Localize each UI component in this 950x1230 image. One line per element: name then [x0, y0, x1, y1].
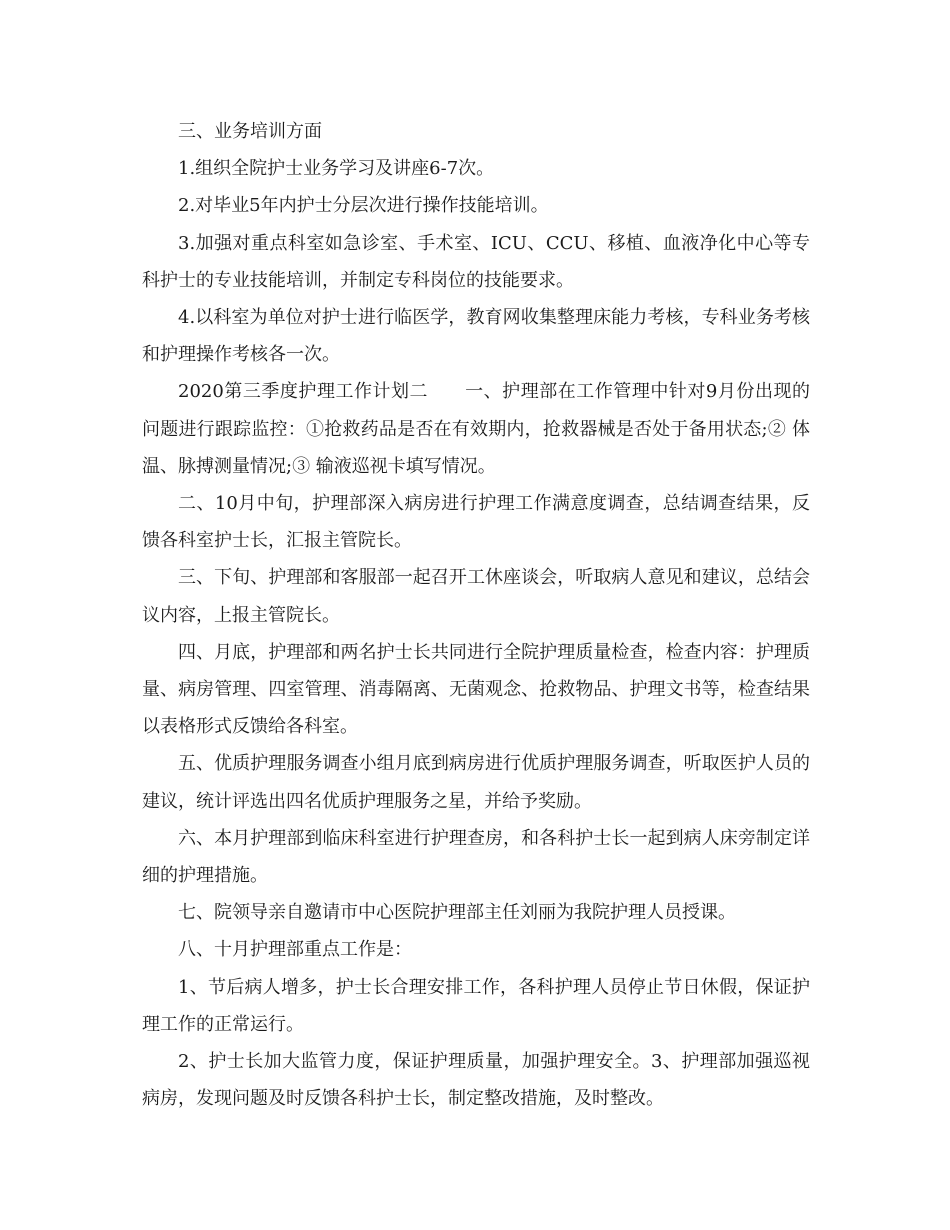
paragraph-plan-two-item-5: 五、优质护理服务调查小组月底到病房进行优质护理服务调查，听取医护人员的建议，统计评选出四名优质护理服务之星，并给予奖励。	[142, 753, 810, 812]
paragraph-training-item-2: 2.对毕业5年内护士分层次进行操作技能培训。	[178, 195, 549, 217]
paragraph-training-item-1: 1.组织全院护士业务学习及讲座6-7次。	[178, 158, 495, 180]
paragraph-training-item-3: 3.加强对重点科室如急诊室、手术室、ICU、CCU、移植、血液净化中心等专科护士的专业技能培训，并制定专科岗位的技能要求。	[142, 232, 810, 291]
paragraph-key-work-1: 1、节后病人增多，护士长合理安排工作，各科护理人员停止节日休假，保证护理工作的正常运行。	[142, 976, 810, 1035]
paragraph-plan-two-item-1: 2020第三季度护理工作计划二 一、护理部在工作管理中针对9月份出现的问题进行跟踪监控：①抢救药品是否在有效期内，抢救器械是否处于备用状态;② 体温、脉搏测量情况;③ 输液巡视卡填写情况。	[142, 381, 810, 477]
section-heading-training: 三、业务培训方面	[178, 121, 322, 142]
paragraph-plan-two-item-4: 四、月底，护理部和两名护士长共同进行全院护理质量检查，检查内容：护理质量、病房管理、四室管理、消毒隔离、无菌观念、抢救物品、护理文书等，检查结果以表格形式反馈给各科室。	[142, 641, 810, 738]
paragraph-training-item-4: 4.以科室为单位对护士进行临医学，教育网收集整理床能力考核，专科业务考核和护理操作考核各一次。	[142, 307, 810, 366]
paragraph-plan-two-item-8: 八、十月护理部重点工作是：	[178, 939, 412, 961]
paragraph-key-work-2-3: 2、护士长加大监管力度，保证护理质量，加强护理安全。3、护理部加强巡视病房，发现问题及时反馈各科护士长，制定整改措施，及时整改。	[142, 1051, 810, 1110]
paragraph-plan-two-item-3: 三、下旬、护理部和客服部一起召开工休座谈会，听取病人意见和建议，总结会议内容，上报主管院长。	[142, 567, 810, 626]
paragraph-plan-two-item-6: 六、本月护理部到临床科室进行护理查房，和各科护士长一起到病人床旁制定详细的护理措施。	[142, 827, 810, 887]
paragraph-plan-two-item-7: 七、院领导亲自邀请市中心医院护理部主任刘丽为我院护理人员授课。	[178, 902, 736, 924]
document-body	[142, 113, 810, 1117]
paragraph-plan-two-item-2: 二、10月中旬，护理部深入病房进行护理工作满意度调查，总结调查结果，反馈各科室护士长，汇报主管院长。	[142, 493, 810, 552]
